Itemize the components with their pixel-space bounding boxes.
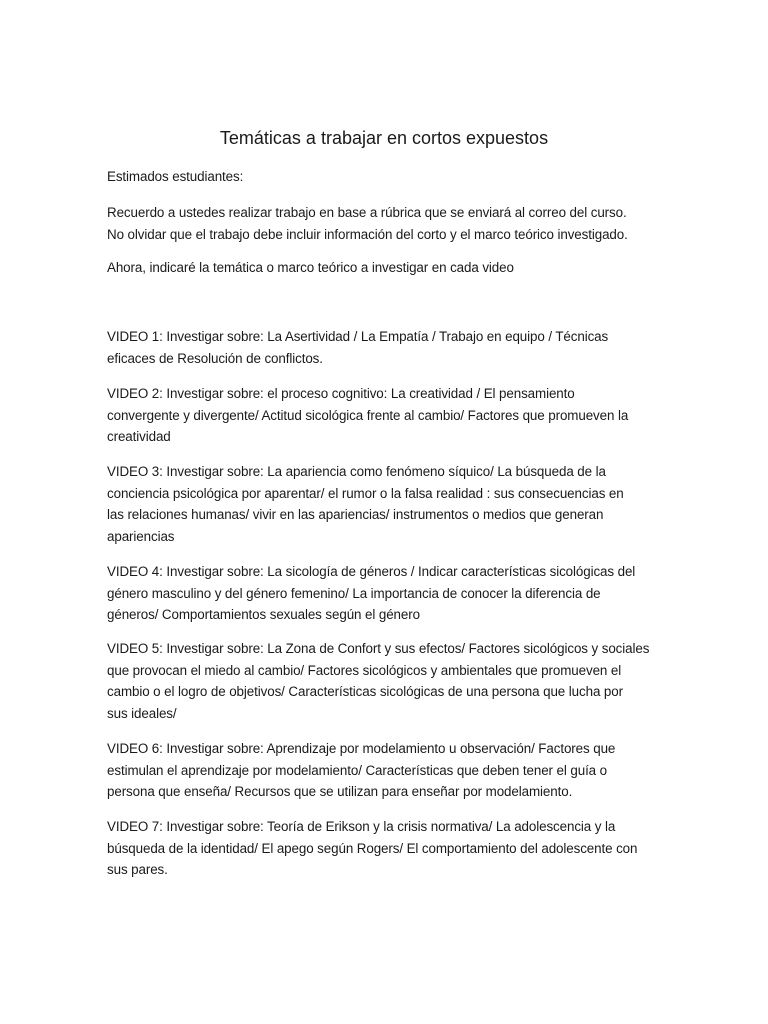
video-5-line: sus ideales/ <box>107 705 177 721</box>
video-3-paragraph <box>107 461 667 547</box>
video-1-line: VIDEO 1: Investigar sobre: La Asertividad / La Empatía / Trabajo en equipo / Técnicas <box>107 329 609 344</box>
video-6-line: persona que enseña/ Recursos que se utilizan para enseñar por modelamiento. <box>107 784 573 800</box>
video-2-line: VIDEO 2: Investigar sobre: el proceso cognitivo: La creatividad / El pensamiento <box>107 386 575 401</box>
video-2-paragraph <box>107 383 667 448</box>
intro-paragraph <box>107 202 667 245</box>
video-1-line: eficaces de Resolución de conflictos. <box>107 350 323 366</box>
video-3-line: las relaciones humanas/ vivir en las apariencias/ instrumentos o medios que generan <box>107 507 604 523</box>
video-6-line: estimulan el aprendizaje por modelamiento/ Características que deben tener el guía o <box>107 762 608 778</box>
video-4-line: género masculino y del género femenino/ La importancia de conocer la diferencia de <box>107 585 601 601</box>
video-2-line: convergente y divergente/ Actitud sicológica frente al cambio/ Factores que promueven la <box>107 407 629 423</box>
document-title: Temáticas a trabajar en cortos expuestos <box>219 128 549 148</box>
video-3-line: VIDEO 3: Investigar sobre: La apariencia como fenómeno síquico/ La búsqueda de la <box>107 464 606 479</box>
video-6-line: VIDEO 6: Investigar sobre: Aprendizaje por modelamiento u observación/ Factores que <box>107 741 616 756</box>
video-3-line: conciencia psicológica por aparentar/ el rumor o la falsa realidad : sus consecuencias en <box>107 485 624 501</box>
video-4-line: VIDEO 4: Investigar sobre: La sicología de géneros / Indicar características sicológicas del <box>107 564 636 579</box>
video-5-line: cambio o el logro de objetivos/ Características sicológicas de una persona que lucha por <box>107 684 623 700</box>
video-2-line: creatividad <box>107 429 171 445</box>
video-4-paragraph <box>107 561 667 626</box>
instruction-paragraph: Ahora, indicaré la temática o marco teórico a investigar en cada video <box>107 260 514 275</box>
video-5-paragraph <box>107 638 667 724</box>
greeting: Estimados estudiantes: <box>107 169 244 184</box>
video-7-line: sus pares. <box>107 862 168 878</box>
video-5-line: VIDEO 5: Investigar sobre: La Zona de Confort y sus efectos/ Factores sicológicos y sociales <box>107 641 650 656</box>
video-7-paragraph <box>107 816 667 881</box>
video-7-line: búsqueda de la identidad/ El apego según Rogers/ El comportamiento del adolescente con <box>107 840 638 856</box>
video-4-line: géneros/ Comportamientos sexuales según el género <box>107 607 420 623</box>
intro-line: Recuerdo a ustedes realizar trabajo en base a rúbrica que se enviará al correo del curso. <box>107 205 627 220</box>
video-5-line: que provocan el miedo al cambio/ Factores sicológicos y ambientales que promueven el <box>107 662 622 678</box>
video-1-paragraph <box>107 326 667 369</box>
video-6-paragraph <box>107 738 667 803</box>
intro-line: No olvidar que el trabajo debe incluir información del corto y el marco teórico investigado. <box>107 226 628 242</box>
video-7-line: VIDEO 7: Investigar sobre: Teoría de Erikson y la crisis normativa/ La adolescencia y la <box>107 819 616 834</box>
video-3-line: apariencias <box>107 528 175 544</box>
